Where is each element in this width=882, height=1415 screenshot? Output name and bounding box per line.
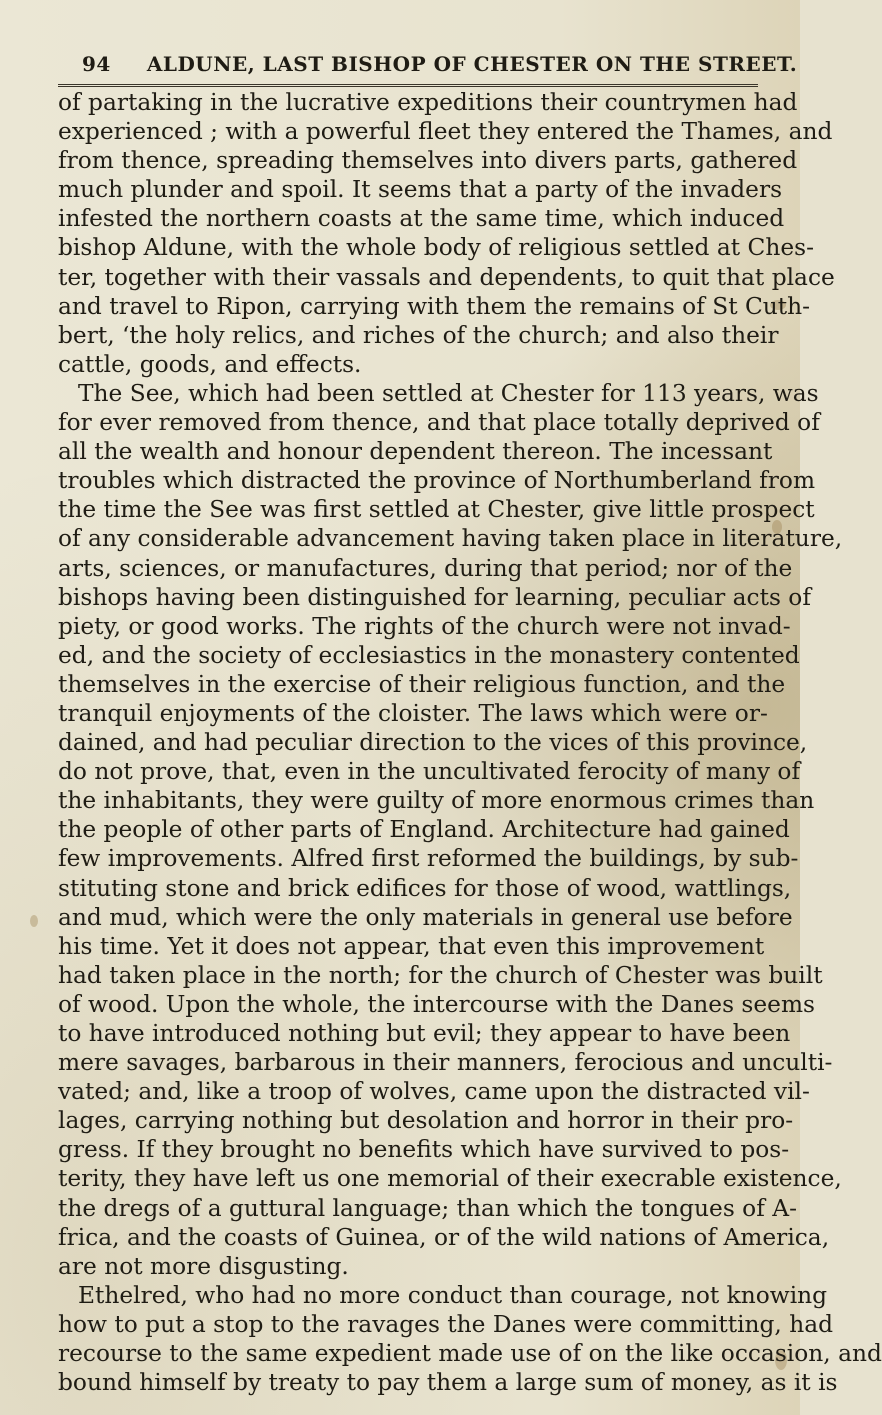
text-line: and travel to Ripon, carrying with them the remains of St Cuth- <box>58 292 811 320</box>
text-line: ed, and the society of ecclesiastics in the monastery contented <box>58 641 800 669</box>
text-line: stituting stone and brick edifices for those of wood, wattlings, <box>58 874 792 902</box>
running-header <box>82 52 798 82</box>
text-line: bishops having been distinguished for learning, peculiar acts of <box>58 583 811 611</box>
text-line: mere savages, barbarous in their manners, ferocious and unculti- <box>58 1049 833 1077</box>
text-line: troubles which distracted the province of Northumberland from <box>58 467 816 495</box>
text-line: for ever removed from thence, and that place totally deprived of <box>58 409 820 437</box>
running-title: ALDUNE, LAST BISHOP OF CHESTER ON THE STREET. <box>146 52 798 76</box>
text-line: of any considerable advancement having taken place in literature, <box>58 525 843 553</box>
text-line: themselves in the exercise of their religious function, and the <box>58 670 786 698</box>
text-line: frica, and the coasts of Guinea, or of the wild nations of America, <box>58 1223 830 1251</box>
text-line: are not more disgusting. <box>58 1252 349 1280</box>
text-line: The See, which had been settled at Chester for 113 years, was <box>78 379 819 407</box>
text-line: few improvements. Alfred first reformed the buildings, by sub- <box>58 845 799 873</box>
text-line: cattle, goods, and effects. <box>58 350 362 378</box>
text-line: the time the See was first settled at Chester, give little prospect <box>58 496 815 524</box>
text-line: dained, and had peculiar direction to the vices of this province, <box>58 729 808 757</box>
text-line: of partaking in the lucrative expeditions their countrymen had <box>58 89 798 116</box>
text-line: terity, they have left us one memorial of their execrable existence, <box>58 1165 842 1193</box>
text-line: lages, carrying nothing but desolation and horror in their pro- <box>58 1107 794 1135</box>
text-line: of wood. Upon the whole, the intercourse with the Danes seems <box>58 990 816 1018</box>
text-line: ter, together with their vassals and dependents, to quit that place <box>58 263 835 291</box>
text-line: his time. Yet it does not appear, that even this improvement <box>58 932 765 960</box>
text-line: tranquil enjoyments of the cloister. The laws which were or- <box>58 699 768 727</box>
text-line: all the wealth and honour dependent thereon. The incessant <box>58 438 773 466</box>
text-line: much plunder and spoil. It seems that a party of the invaders <box>58 176 783 204</box>
text-line: the dregs of a guttural language; than which the tongues of A- <box>58 1194 797 1222</box>
paragraph <box>58 1281 882 1397</box>
text-line: experienced ; with a powerful fleet they entered the Thames, and <box>58 118 833 146</box>
text-line: the people of other parts of England. Architecture had gained <box>58 816 790 844</box>
text-line: bert, ‘the holy relics, and riches of the church; and also their <box>58 321 779 349</box>
text-line: vated; and, like a troop of wolves, came upon the distracted vil- <box>58 1078 810 1106</box>
text-line: arts, sciences, or manufactures, during that period; nor of the <box>58 554 793 582</box>
text-line: how to put a stop to the ravages the Danes were committing, had <box>58 1310 834 1338</box>
text-line: and mud, which were the only materials in general use before <box>58 903 793 931</box>
paragraph <box>58 379 843 1281</box>
text-line: infested the northern coasts at the same time, which induced <box>58 205 785 233</box>
page-number: 94 <box>82 52 111 76</box>
text-line: gress. If they brought no benefits which have survived to pos- <box>58 1136 790 1164</box>
text-line: to have introduced nothing but evil; they appear to have been <box>58 1020 791 1047</box>
text-line: Ethelred, who had no more conduct than courage, not knowing <box>78 1281 828 1309</box>
text-line: recourse to the same expedient made use of on the like occasion, and <box>58 1340 882 1368</box>
paragraph <box>58 88 835 379</box>
text-line: had taken place in the north; for the church of Chester was built <box>58 961 823 989</box>
text-line: the inhabitants, they were guilty of more enormous crimes than <box>58 787 815 815</box>
header-rule <box>58 84 758 87</box>
foxing-spot <box>30 915 38 927</box>
text-line: from thence, spreading themselves into divers parts, gathered <box>58 147 798 175</box>
text-line: bound himself by treaty to pay them a large sum of money, as it is <box>58 1369 838 1397</box>
body-text <box>58 88 882 1397</box>
text-line: bishop Aldune, with the whole body of religious settled at Ches- <box>58 234 814 262</box>
text-line: do not prove, that, even in the uncultivated ferocity of many of <box>58 758 801 786</box>
text-line: piety, or good works. The rights of the church were not invad- <box>58 612 791 640</box>
